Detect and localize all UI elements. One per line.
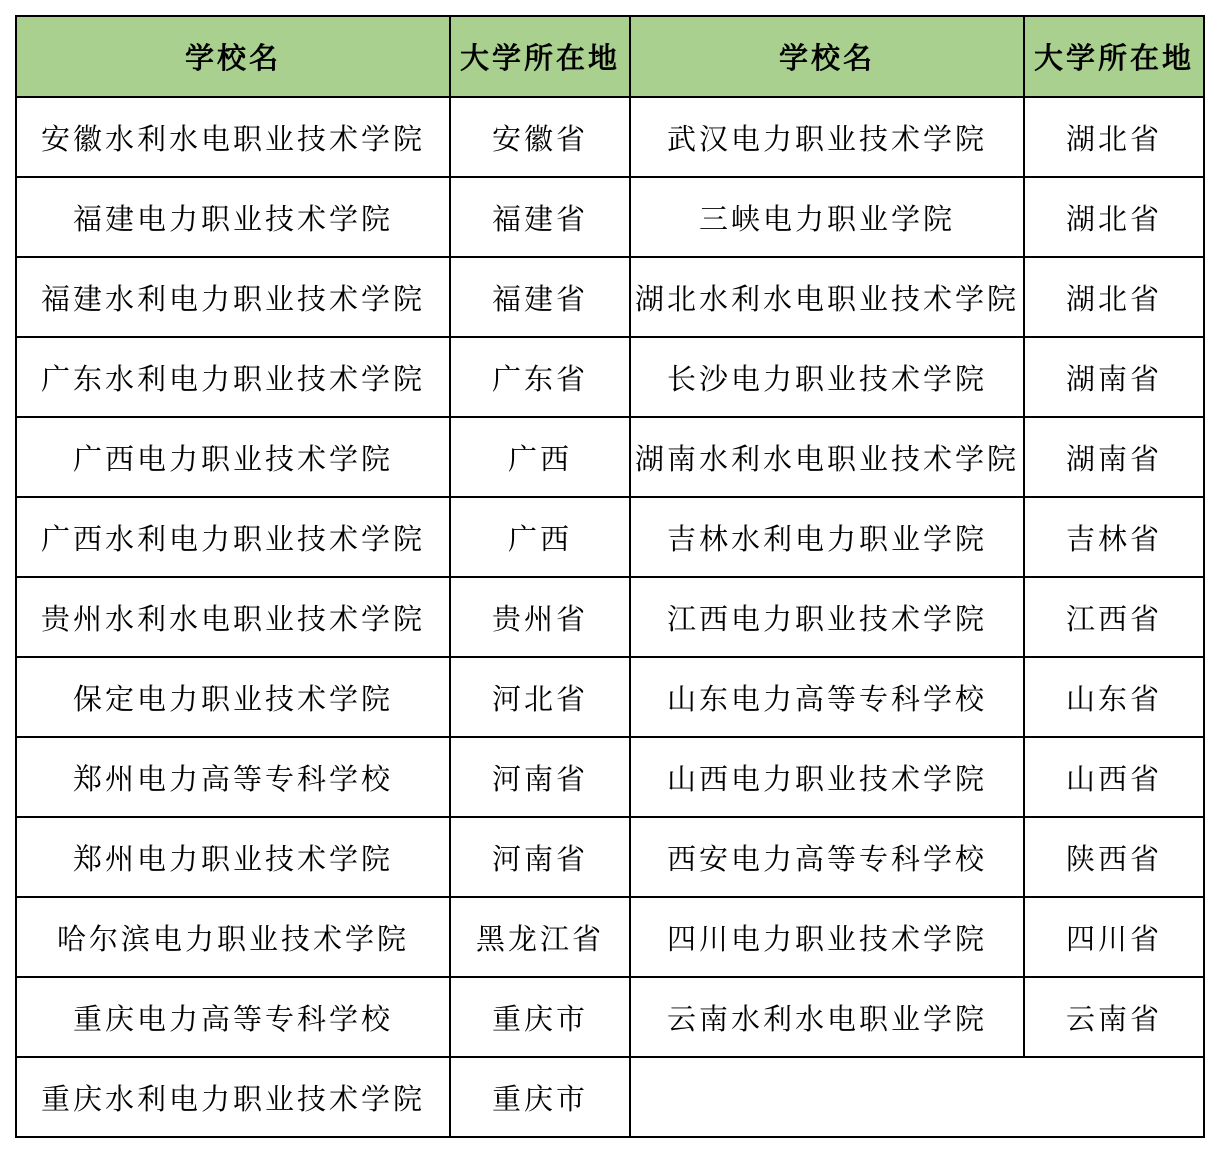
empty-cell (630, 1057, 1204, 1137)
location-cell: 山东省 (1024, 657, 1204, 737)
school-name-cell: 吉林水利电力职业学院 (630, 497, 1024, 577)
table-row (16, 577, 1204, 657)
school-name-cell: 福建水利电力职业技术学院 (16, 257, 450, 337)
school-name-cell: 郑州电力高等专科学校 (16, 737, 450, 817)
location-cell: 贵州省 (450, 577, 630, 657)
location-cell: 湖南省 (1024, 337, 1204, 417)
location-cell: 福建省 (450, 177, 630, 257)
school-name-cell: 云南水利水电职业学院 (630, 977, 1024, 1057)
location-cell: 湖北省 (1024, 177, 1204, 257)
header-location: 大学所在地 (1024, 16, 1204, 97)
table-row (16, 897, 1204, 977)
school-name-cell: 四川电力职业技术学院 (630, 897, 1024, 977)
school-name-cell: 三峡电力职业学院 (630, 177, 1024, 257)
school-name-cell: 安徽水利水电职业技术学院 (16, 97, 450, 177)
school-name-cell: 西安电力高等专科学校 (630, 817, 1024, 897)
school-name-cell: 长沙电力职业技术学院 (630, 337, 1024, 417)
location-cell: 湖南省 (1024, 417, 1204, 497)
school-name-cell: 保定电力职业技术学院 (16, 657, 450, 737)
header-row (16, 16, 1204, 97)
school-name-cell: 重庆水利电力职业技术学院 (16, 1057, 450, 1137)
location-cell: 陕西省 (1024, 817, 1204, 897)
school-name-cell: 山西电力职业技术学院 (630, 737, 1024, 817)
location-cell: 河南省 (450, 737, 630, 817)
location-cell: 广西 (450, 497, 630, 577)
header-school-name: 学校名 (630, 16, 1024, 97)
location-cell: 河南省 (450, 817, 630, 897)
header-location: 大学所在地 (450, 16, 630, 97)
school-name-cell: 武汉电力职业技术学院 (630, 97, 1024, 177)
school-name-cell: 广东水利电力职业技术学院 (16, 337, 450, 417)
school-name-cell: 江西电力职业技术学院 (630, 577, 1024, 657)
location-cell: 重庆市 (450, 1057, 630, 1137)
school-name-cell: 哈尔滨电力职业技术学院 (16, 897, 450, 977)
table-row (16, 417, 1204, 497)
table-row (16, 337, 1204, 417)
school-name-cell: 郑州电力职业技术学院 (16, 817, 450, 897)
location-cell: 吉林省 (1024, 497, 1204, 577)
location-cell: 湖北省 (1024, 97, 1204, 177)
location-cell: 安徽省 (450, 97, 630, 177)
table-row (16, 977, 1204, 1057)
school-name-cell: 湖北水利水电职业技术学院 (630, 257, 1024, 337)
table-row (16, 657, 1204, 737)
table-row (16, 257, 1204, 337)
location-cell: 河北省 (450, 657, 630, 737)
location-cell: 湖北省 (1024, 257, 1204, 337)
table-row (16, 817, 1204, 897)
school-name-cell: 山东电力高等专科学校 (630, 657, 1024, 737)
table-row (16, 1057, 1204, 1137)
location-cell: 四川省 (1024, 897, 1204, 977)
location-cell: 广东省 (450, 337, 630, 417)
table-body (16, 97, 1204, 1137)
school-name-cell: 重庆电力高等专科学校 (16, 977, 450, 1057)
location-cell: 黑龙江省 (450, 897, 630, 977)
school-name-cell: 广西水利电力职业技术学院 (16, 497, 450, 577)
location-cell: 福建省 (450, 257, 630, 337)
school-name-cell: 广西电力职业技术学院 (16, 417, 450, 497)
table-row (16, 497, 1204, 577)
table-row (16, 97, 1204, 177)
location-cell: 广西 (450, 417, 630, 497)
school-name-cell: 福建电力职业技术学院 (16, 177, 450, 257)
table-row (16, 737, 1204, 817)
location-cell: 重庆市 (450, 977, 630, 1057)
school-name-cell: 湖南水利水电职业技术学院 (630, 417, 1024, 497)
schools-table (15, 15, 1205, 1138)
location-cell: 山西省 (1024, 737, 1204, 817)
location-cell: 江西省 (1024, 577, 1204, 657)
header-school-name: 学校名 (16, 16, 450, 97)
school-name-cell: 贵州水利水电职业技术学院 (16, 577, 450, 657)
location-cell: 云南省 (1024, 977, 1204, 1057)
table-row (16, 177, 1204, 257)
